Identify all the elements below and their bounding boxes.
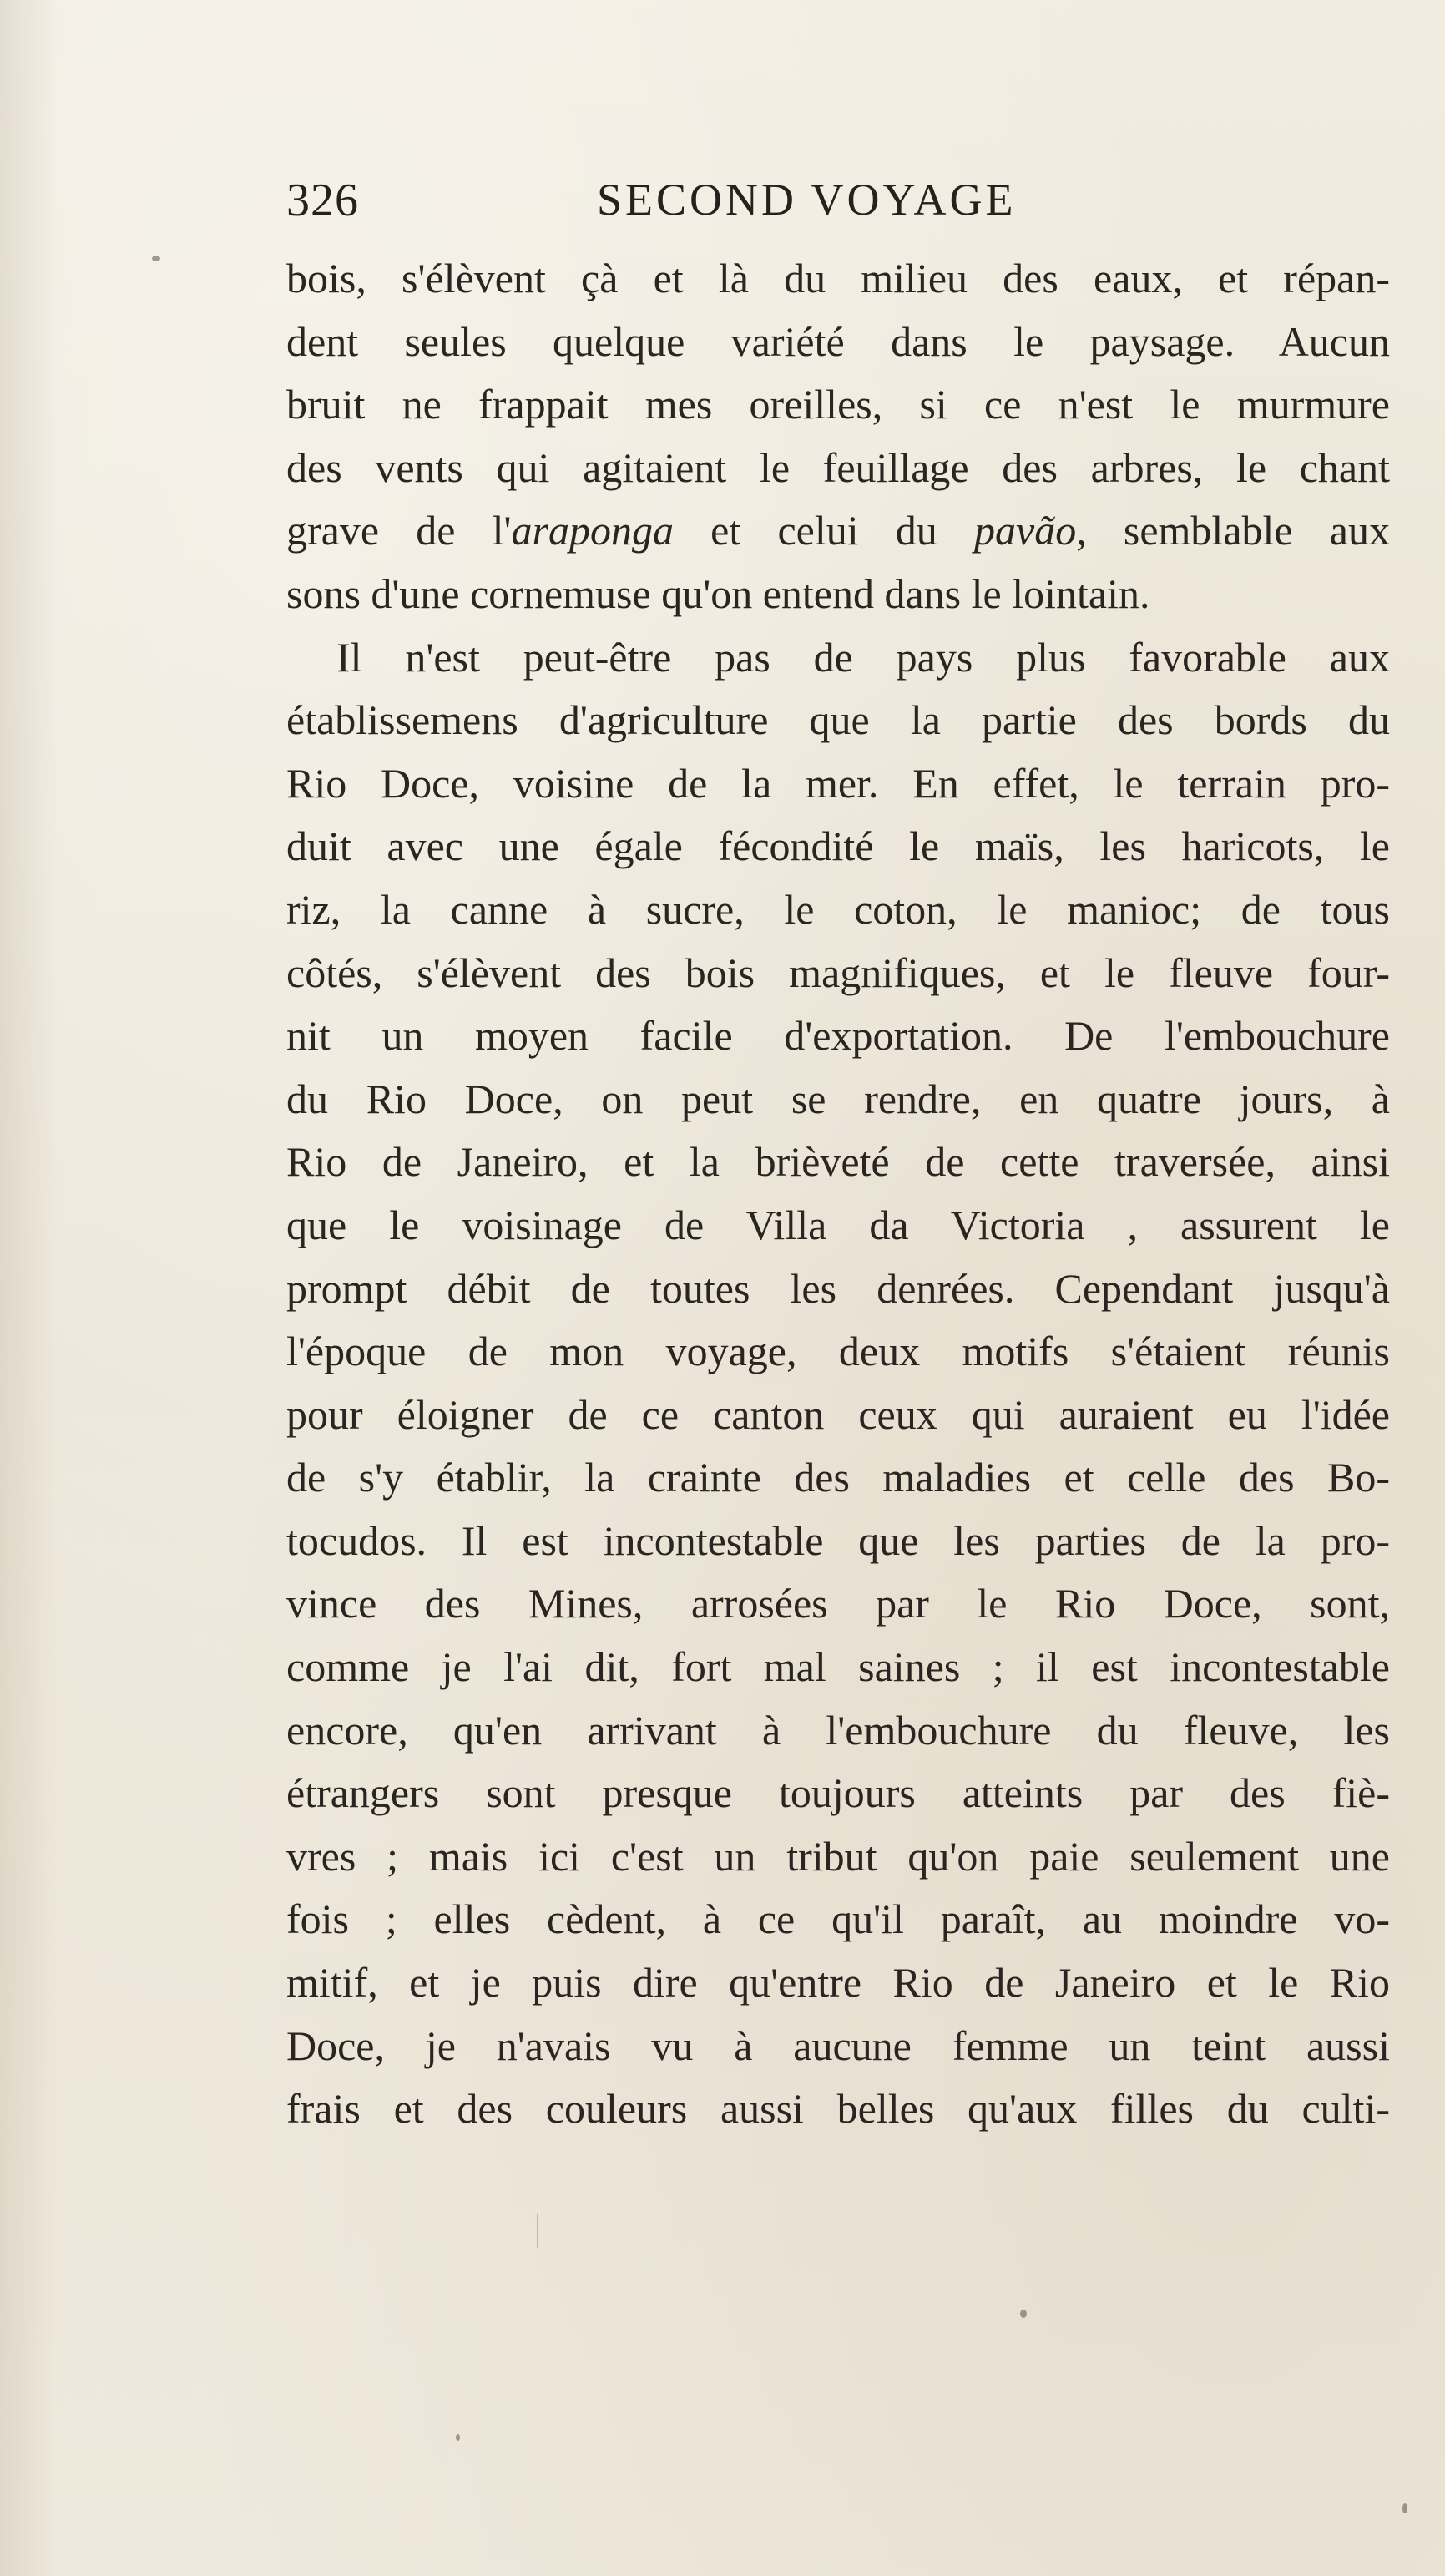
text-line: établissemens d'agriculture que la partie des bords du [286, 696, 1390, 744]
text-line: duit avec une égale fécondité le maïs, les haricots, le [286, 822, 1390, 870]
text-line: nit un moyen facile d'exportation. De l'embouchure [286, 1012, 1390, 1060]
text-line: vres ; mais ici c'est un tribut qu'on paie seulement une [286, 1832, 1390, 1880]
text-line: que le voisinage de Villa da Victoria , assurent le [286, 1201, 1390, 1248]
text-line-with-italics [286, 499, 1390, 563]
page-number: 326 [286, 175, 359, 226]
text-line: fois ; elles cèdent, à ce qu'il paraît, au moindre vo- [286, 1895, 1390, 1943]
italic-term-araponga: araponga [511, 507, 674, 554]
italic-term-pavao: pavão [974, 507, 1077, 554]
text-line: Rio Doce, voisine de la mer. En effet, le terrain pro- [286, 759, 1390, 807]
paper-speck [1020, 2310, 1027, 2318]
body-text [286, 247, 1390, 2141]
text-line: côtés, s'élèvent des bois magnifiques, et le fleuve four- [286, 949, 1390, 996]
text-line: du Rio Doce, on peut se rendre, en quatre jours, à [286, 1075, 1390, 1122]
text-line: des vents qui agitaient le feuillage des arbres, le chant [286, 443, 1390, 491]
paper-speck [456, 2434, 460, 2441]
text-segment: , semblable aux [1076, 507, 1390, 554]
text-line: tocudos. Il est incontestable que les parties de la pro- [286, 1516, 1390, 1564]
text-line: riz, la canne à sucre, le coton, le manioc; de tous [286, 885, 1390, 933]
text-line: l'époque de mon voyage, deux motifs s'étaient réunis [286, 1328, 1390, 1375]
text-line: de s'y établir, la crainte des maladies et celle des Bo- [286, 1454, 1390, 1501]
text-line: étrangers sont presque toujours atteints par des fiè- [286, 1769, 1390, 1817]
running-title: SECOND VOYAGE [597, 175, 1017, 225]
text-line: Rio de Janeiro, et la brièveté de cette traversée, ainsi [286, 1138, 1390, 1186]
page-header [286, 174, 1121, 232]
text-segment: grave de l' [286, 507, 512, 554]
paper-mark [537, 2214, 538, 2248]
paper-speck [152, 256, 160, 261]
text-line: dent seules quelque variété dans le paysage. Aucun [286, 317, 1390, 365]
text-line: Doce, je n'avais vu à aucune femme un teint aussi [286, 2022, 1390, 2069]
text-line: pour éloigner de ce canton ceux qui auraient eu l'idée [286, 1390, 1390, 1438]
text-segment: et celui du [673, 507, 974, 554]
text-line: encore, qu'en arrivant à l'embouchure du fleuve, les [286, 1706, 1390, 1754]
text-line: bruit ne frappait mes oreilles, si ce n'est le murmure [286, 381, 1390, 428]
text-line: prompt débit de toutes les denrées. Cependant jusqu'à [286, 1264, 1390, 1312]
text-line: sons d'une cornemuse qu'on entend dans le lointain. [286, 569, 1150, 617]
text-line: mitif, et je puis dire qu'entre Rio de Janeiro et le Rio [286, 1959, 1390, 2007]
paragraph-first-line: Il n'est peut-être pas de pays plus favorable aux [336, 633, 1390, 681]
paper-speck [1402, 2503, 1407, 2513]
text-line: comme je l'ai dit, fort mal saines ; il est incontestable [286, 1643, 1390, 1691]
text-line: bois, s'élèvent çà et là du milieu des eaux, et répan- [286, 255, 1390, 301]
text-line: vince des Mines, arrosées par le Rio Doce, sont, [286, 1580, 1390, 1627]
text-line: frais et des couleurs aussi belles qu'aux filles du culti- [286, 2085, 1390, 2133]
